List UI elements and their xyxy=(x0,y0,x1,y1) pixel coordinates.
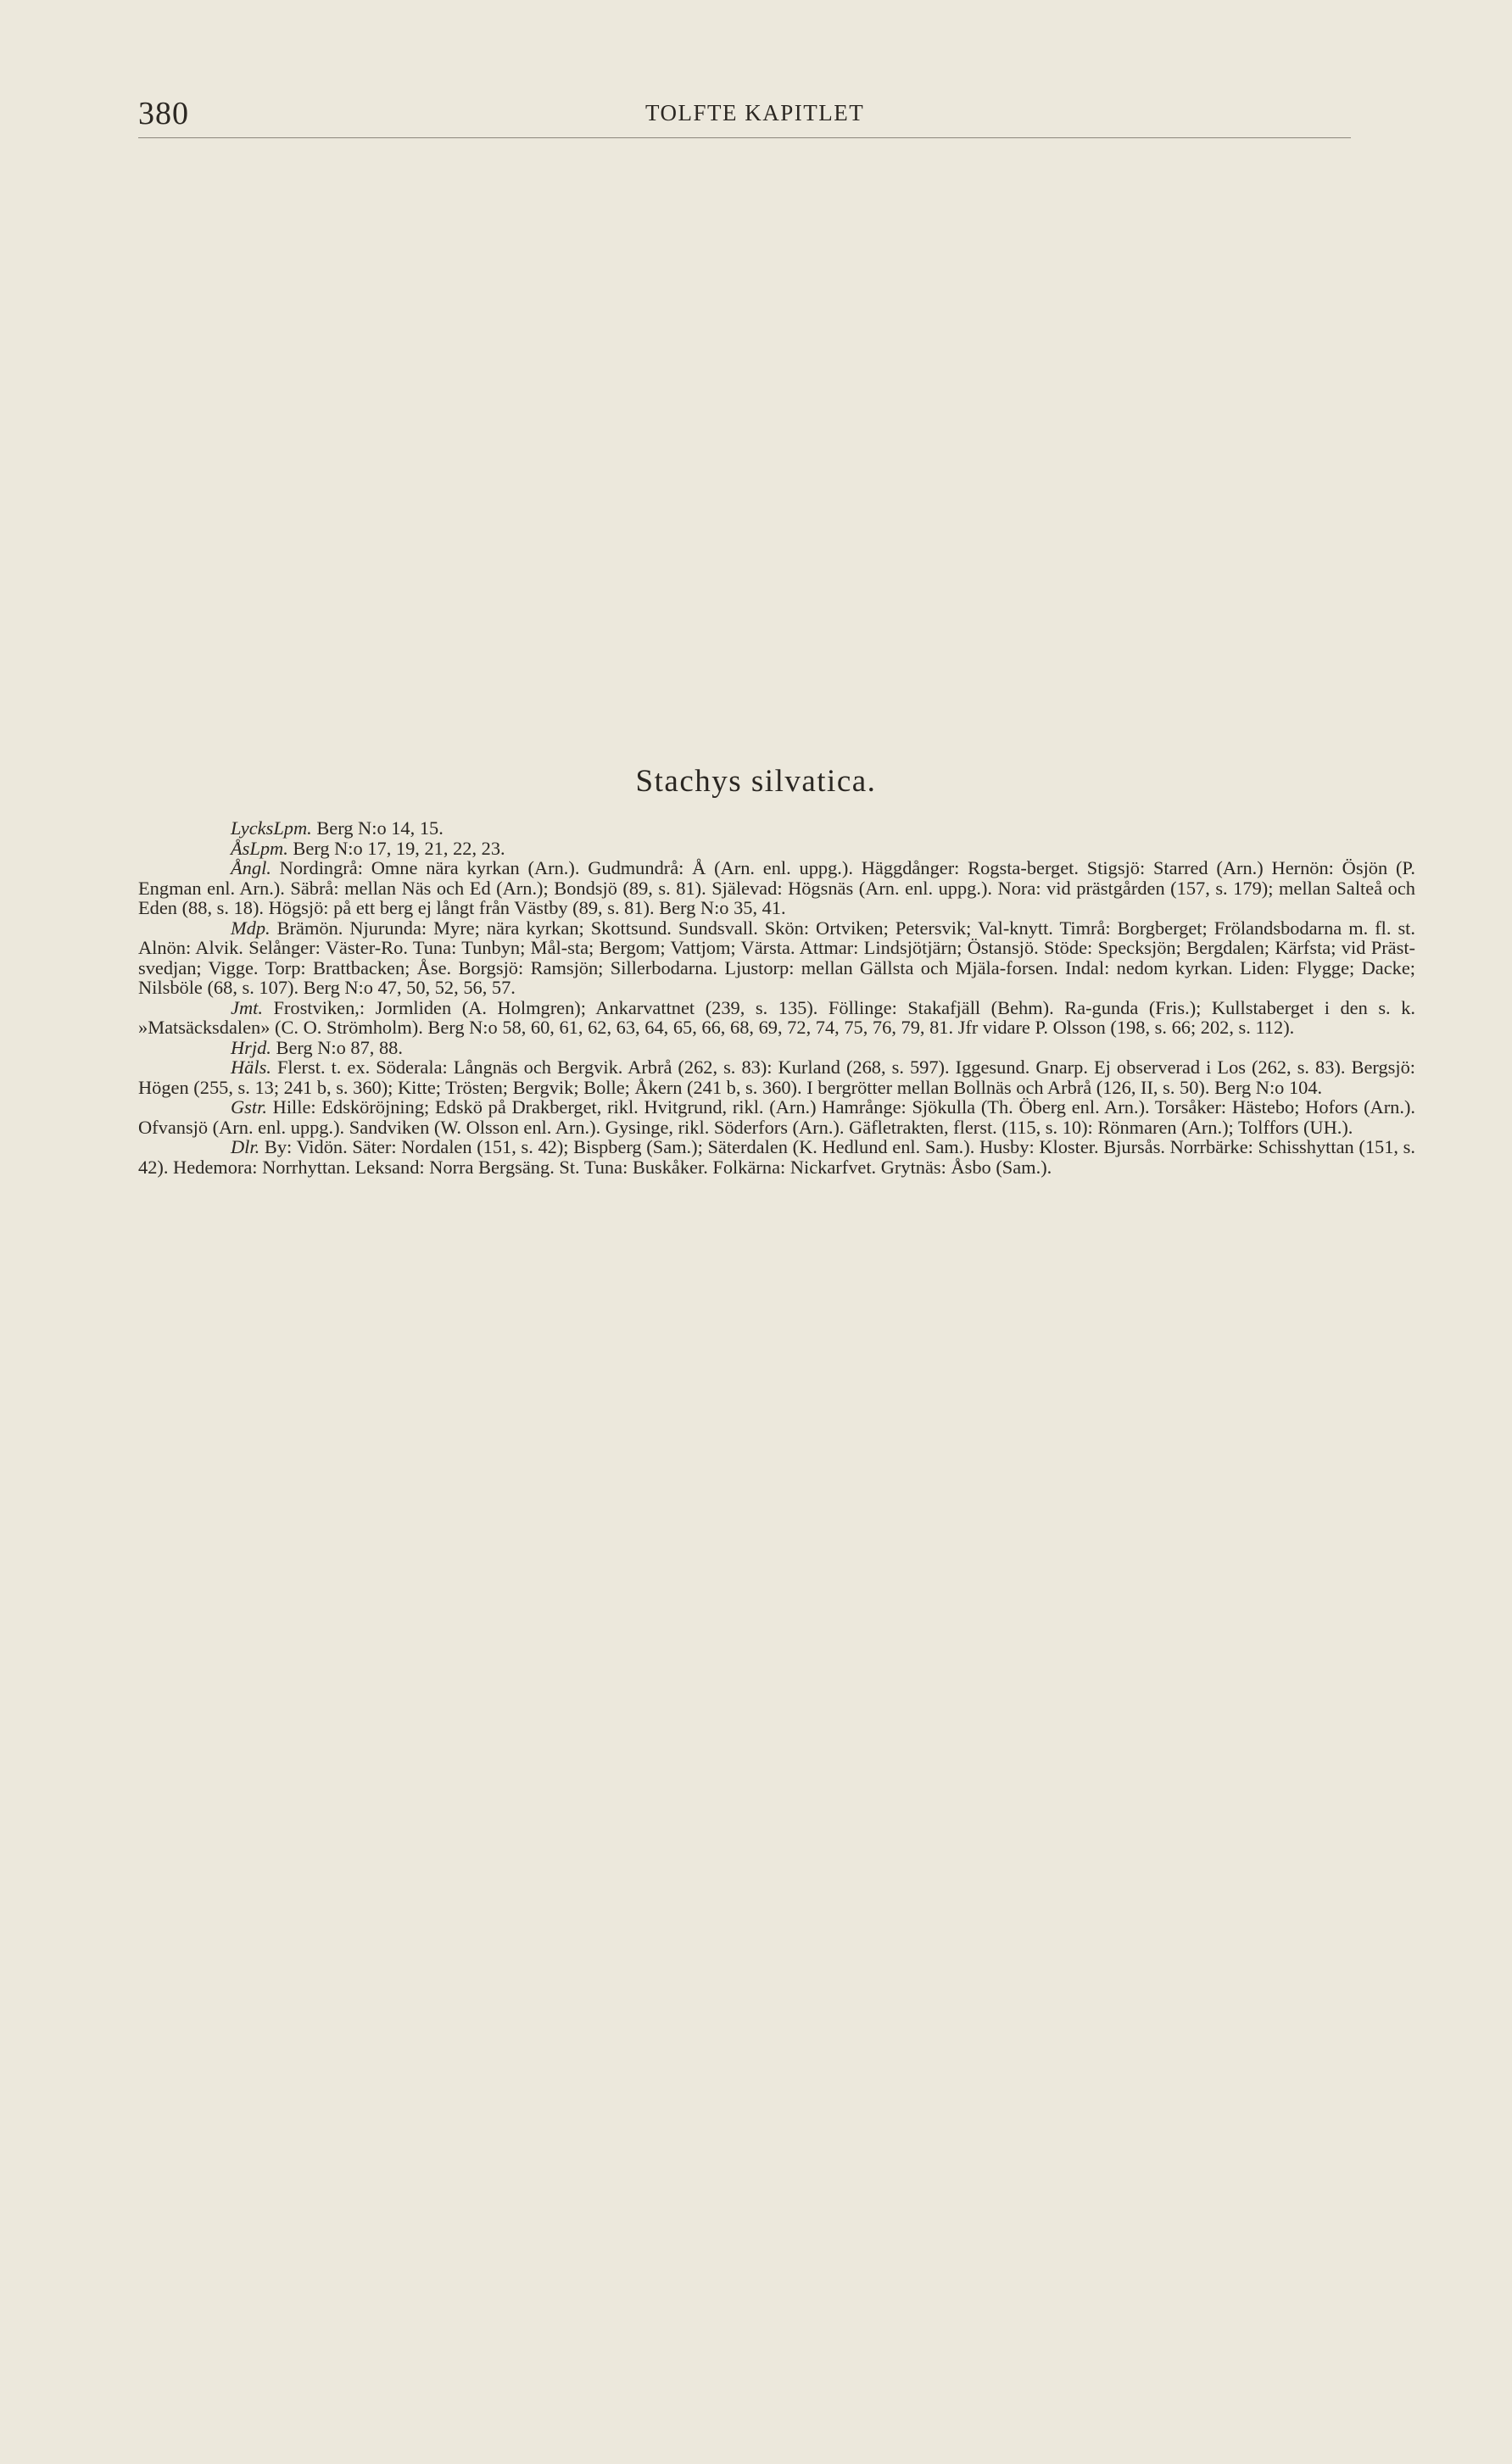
region-label: ÅsLpm. xyxy=(231,837,288,859)
entry-gastrikland xyxy=(138,1097,1415,1137)
page-number: 380 xyxy=(138,96,189,131)
page-header xyxy=(138,95,1410,139)
entry-jamtland xyxy=(138,998,1415,1038)
region-label: Gstr. xyxy=(231,1096,267,1118)
entry-harjedalen xyxy=(138,1038,1415,1058)
locality-text-block xyxy=(138,818,1415,1177)
entry-medelpad xyxy=(138,918,1415,998)
region-label: Hrjd. xyxy=(231,1036,271,1058)
entry-text: Hille: Edsköröjning; Edskö på Drakberget, rikl. Hvitgrund, rikl. (Arn.) Hamrånge: Sjökulla (Th. Öberg enl. Arn.). Torsåker: Hästebo; Hofors (Arn.). Ofvansjö (Arn. enl. uppg.). Sandviken (W. Olsson enl. Arn.). Gysinge, rikl. Söderfors (Arn.). Gäfletrakten, flerst. (115, s. 10): Rönmaren (Arn.); Tolffors (UH.). xyxy=(138,1096,1415,1138)
entry-lycksele-lappmark xyxy=(138,818,1415,839)
entry-text: Berg N:o 17, 19, 21, 22, 23. xyxy=(287,837,505,859)
entry-dalarna xyxy=(138,1137,1415,1177)
region-label: Dlr. xyxy=(231,1136,260,1157)
chapter-title: TOLFTE KAPITLET xyxy=(645,100,865,125)
entry-text: Frostviken,: Jormliden (A. Holmgren); Ankarvattnet (239, s. 135). Föllinge: Stakafjäll (Behm). Ra-gunda (Fris.); Kullstaberget i den s. k. »Matsäcksdalen» (C. O. Strömholm). Berg N:o 58, 60, 61, 62, 63, 64, 65, 66, 68, 69, 72, 74, 75, 76, 79, 81. Jfr vidare P. Olsson (198, s. 66; 202, s. 112). xyxy=(138,996,1415,1038)
entry-text: Berg N:o 14, 15. xyxy=(311,817,444,839)
entry-text: Flerst. t. ex. Söderala: Långnäs och Bergvik. Arbrå (262, s. 83): Kurland (268, s. 597). Iggesund. Gnarp. Ej observerad i Los (262, s. 83). Bergsjö: Högen (255, s. 13; 241 b, s. 360); Kitte; Trösten; Bergvik; Bolle; Åkern (241 b, s. 360). I bergrötter mellan Bollnäs och Arbrå (126, II, s. 50). Berg N:o 104. xyxy=(138,1056,1415,1098)
entry-angermanland xyxy=(138,858,1415,918)
entry-text: Nordingrå: Omne nära kyrkan (Arn.). Gudmundrå: Å (Arn. enl. uppg.). Häggdånger: Rogsta-berget. Stigsjö: Starred (Arn.) Hernön: Ösjön (P. Engman enl. Arn.). Säbrå: mellan Näs och Ed (Arn.); Bondsjö (89, s. 81). Själevad: Högsnäs (Arn. enl. uppg.). Nora: vid prästgården (157, s. 179); mellan Salteå och Eden (88, s. 18). Högsjö: på ett berg ej långt från Västby (89, s. 81). Berg N:o 35, 41. xyxy=(138,857,1415,918)
region-label: Ångl. xyxy=(231,857,271,878)
entry-text: By: Vidön. Säter: Nordalen (151, s. 42); Bispberg (Sam.); Säterdalen (K. Hedlund enl. Sam.). Husby: Kloster. Bjursås. Norrbärke: Schisshyttan (151, s. 42). Hedemora: Norrhyttan. Leksand: Norra Bergsäng. St. Tuna: Buskåker. Folkärna: Nickarfvet. Grytnäs: Åsbo (Sam.). xyxy=(138,1136,1415,1178)
region-label: Mdp. xyxy=(231,917,271,939)
entry-asele-lappmark xyxy=(138,839,1415,859)
entry-halsingland xyxy=(138,1057,1415,1097)
entry-text: Berg N:o 87, 88. xyxy=(271,1036,403,1058)
species-heading: Stachys silvatica. xyxy=(635,764,877,799)
region-label: LycksLpm. xyxy=(231,817,312,839)
header-rule xyxy=(138,137,1351,138)
entry-text: Brämön. Njurunda: Myre; nära kyrkan; Skottsund. Sundsvall. Skön: Ortviken; Petersvik; Val-knytt. Timrå: Borgberget; Frölandsbodarna m. fl. st. Alnön: Alvik. Selånger: Väster-Ro. Tuna: Tunbyn; Mål-sta; Bergom; Vattjom; Värsta. Attmar: Lindsjötjärn; Östansjö. Stöde: Specksjön; Bergdalen; Kärfsta; vid Präst-svedjan; Vigge. Torp: Brattbacken; Åse. Borgsjö: Ramsjön; Sillerbodarna. Ljustorp: mellan Gällsta och Mjäla-forsen. Indal: nedom kyrkan. Liden: Flygge; Dacke; Nilsböle (68, s. 107). Berg N:o 47, 50, 52, 56, 57. xyxy=(138,917,1415,998)
region-label: Jmt. xyxy=(231,996,263,1018)
region-label: Häls. xyxy=(231,1056,271,1078)
